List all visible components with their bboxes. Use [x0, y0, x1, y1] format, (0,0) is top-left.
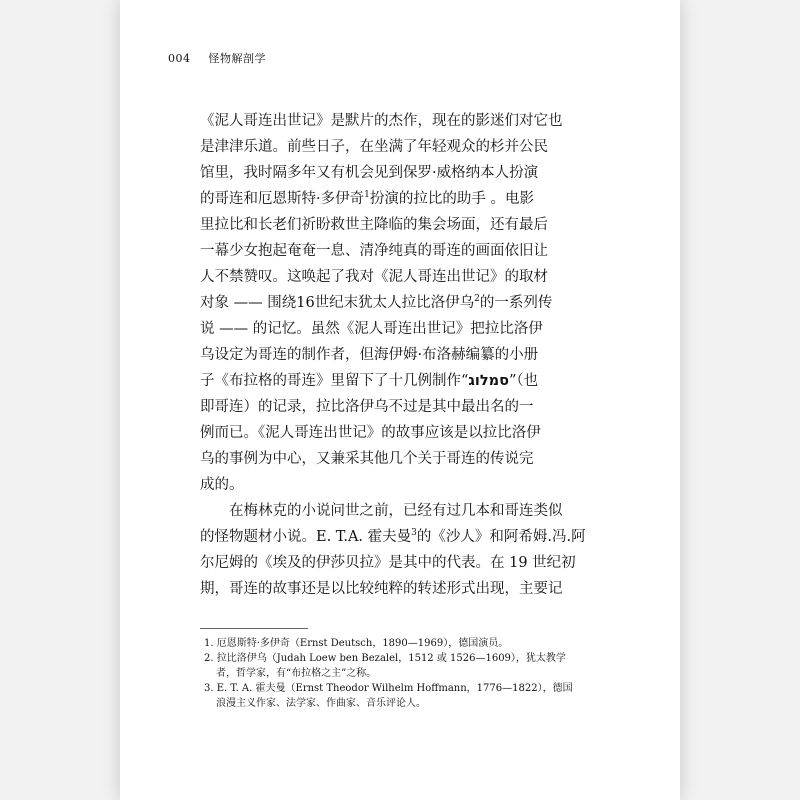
text-segment: 对象 —— 围绕16世纪末犹太人拉比洛伊乌	[200, 295, 475, 311]
text-segment: ”（也	[509, 373, 539, 389]
footnotes	[204, 636, 604, 711]
page-number: 004	[168, 52, 191, 65]
text-line: 是津津乐道。前些日子，在坐满了年轻观众的杉并公民	[200, 139, 548, 155]
text-line: 《泥人哥连出世记》是默片的杰作，现在的影迷们对它也	[200, 113, 563, 129]
text-line: 乌设定为哥连的制作者，但海伊姆·布洛赫编纂的小册	[200, 347, 539, 363]
footnote-divider	[200, 628, 308, 629]
text-segment: 子《布拉格的哥连》里留下了十几例制作“	[200, 373, 469, 389]
text-line: 尔尼姆的《埃及的伊莎贝拉》是其中的代表。在 19 世纪初	[200, 555, 576, 571]
text-segment: 的怪物题材小说。E. T.A. 霍夫曼	[200, 529, 412, 545]
text-line: 一幕少女抱起奄奄一息、清净纯真的哥连的画面依旧让	[200, 243, 548, 259]
footnote-continuation: 者，哲学家，有“布拉格之主”之称。	[216, 668, 377, 679]
body-text	[200, 108, 602, 602]
footnote-continuation: 浪漫主义作家、法学家、作曲家、音乐评论人。	[216, 698, 426, 709]
text-line: 人不禁赞叹。这唤起了我对《泥人哥连出世记》的取材	[200, 269, 548, 285]
book-page	[120, 0, 680, 800]
text-line: 馆里，我时隔多年又有机会见到保罗·威格纳本人扮演	[200, 165, 539, 181]
text-line: 期，哥连的故事还是以比较纯粹的转述形式出现，主要记	[200, 581, 563, 597]
text-segment: 的哥连和厄恩斯特·多伊奇	[200, 191, 365, 207]
paragraph-start-line: 在梅林克的小说问世之前，已经有过几本和哥连类似	[229, 503, 563, 519]
footnote: 3. E. T. A. 霍夫曼（Ernst Theodor Wilhelm Hoffmann，1776—1822），德国	[204, 683, 573, 694]
text-segment: 的一系列传	[479, 295, 553, 311]
text-line	[200, 368, 602, 394]
running-header	[168, 50, 266, 66]
text-line: 成的。	[200, 477, 244, 493]
footnote-ref: 1	[364, 190, 370, 201]
text-line	[200, 290, 602, 316]
footnote: 1. 厄恩斯特·多伊奇（Ernst Deutsch，1890—1969），德国演员。	[204, 638, 509, 649]
hebrew-word: סמלוג	[468, 373, 509, 389]
text-line	[200, 524, 602, 550]
text-line: 即哥连）的记录，拉比洛伊乌不过是其中最出名的一	[200, 399, 534, 415]
footnote-ref: 3	[411, 528, 417, 539]
book-title: 怪物解剖学	[208, 52, 266, 65]
text-segment: 的《沙人》和阿希姆.冯.阿	[416, 529, 586, 545]
text-segment: 扮演的拉比的助手 。电影	[369, 191, 534, 207]
text-line: 例而已。《泥人哥连出世记》的故事应该是以拉比洛伊	[200, 425, 541, 441]
footnote-ref: 2	[474, 294, 480, 305]
footnote: 2. 拉比洛伊乌（Judah Loew ben Bezalel，1512 或 1526—1609），犹太教学	[204, 653, 566, 664]
text-line: 乌的事例为中心，又兼采其他几个关于哥连的传说完	[200, 451, 534, 467]
text-line: 说 —— 的记忆。虽然《泥人哥连出世记》把拉比洛伊	[200, 321, 543, 337]
text-line: 里拉比和长老们祈盼救世主降临的集会场面，还有最后	[200, 217, 548, 233]
text-line	[200, 186, 602, 212]
